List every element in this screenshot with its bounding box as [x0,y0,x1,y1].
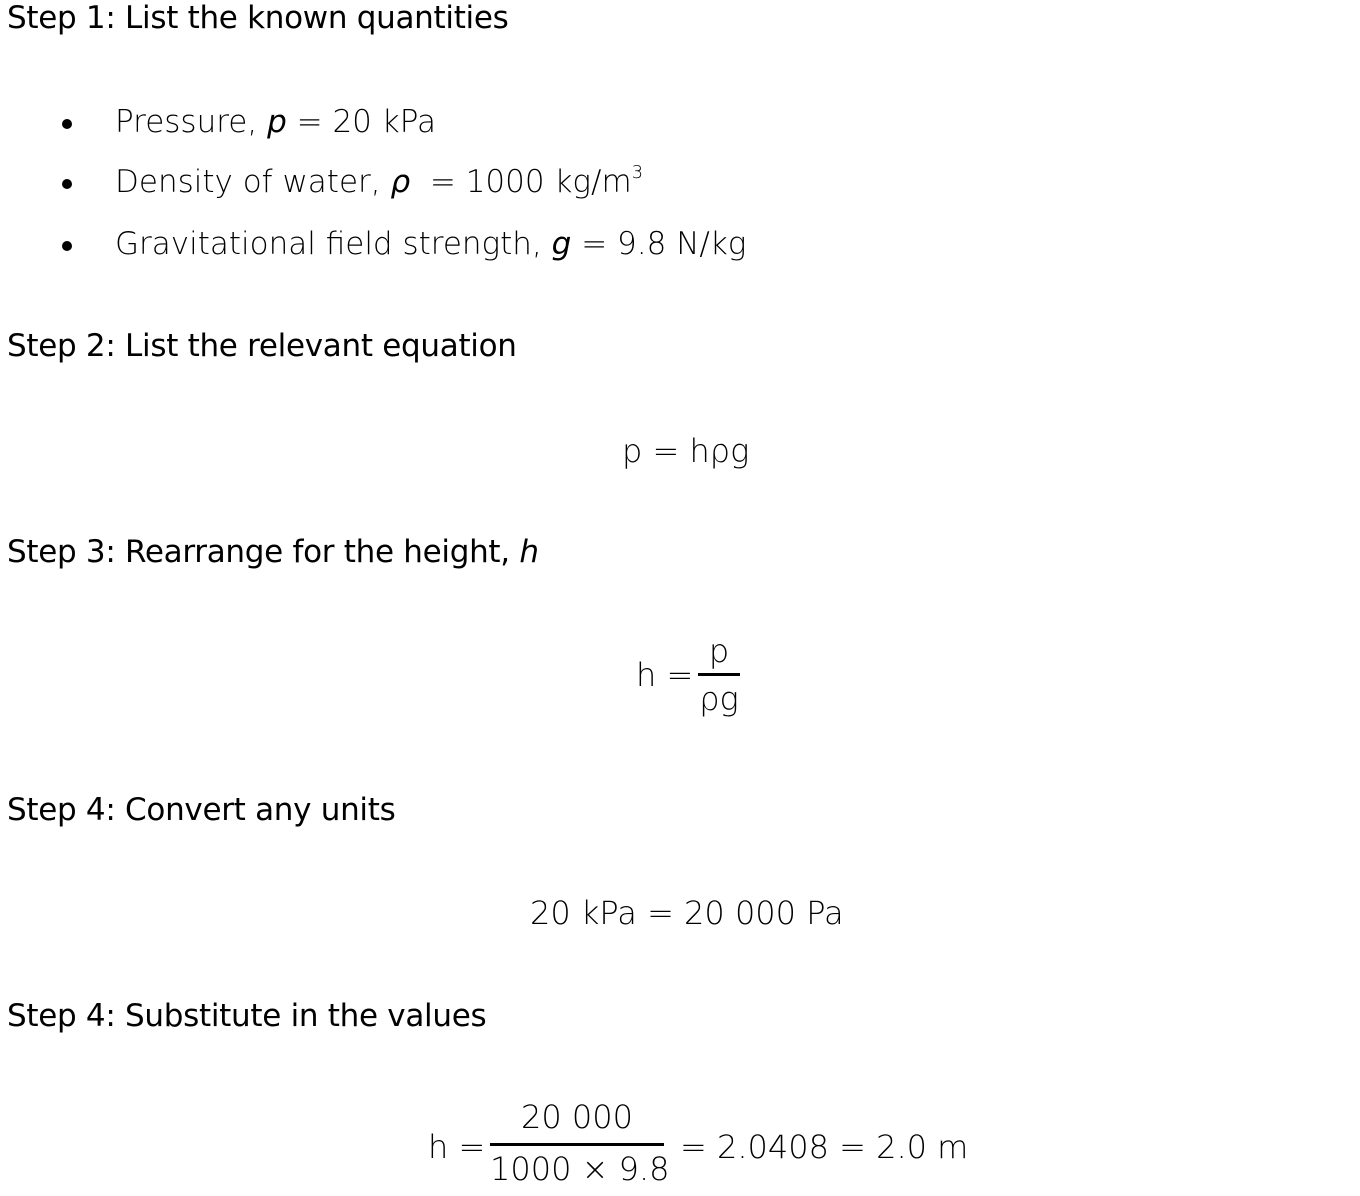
quantity-value: = 1000 kg/m [410,164,632,200]
unit-conversion: 20 kPa = 20 000 Pa [530,894,844,932]
step-4-heading: Step 4: Convert any units [7,792,396,828]
equation-lhs: h = [428,1128,486,1166]
quantity-label: Gravitational field strength, [115,226,552,262]
fraction-denominator: ρg [699,680,739,718]
step-2-heading: Step 2: List the relevant equation [7,328,517,364]
quantity-symbol: g [551,226,572,262]
relevant-equation: p = hρg [622,432,750,470]
equation-result: = 2.0408 = 2.0 m [680,1128,969,1166]
equation-lhs: h = [636,656,694,694]
quantity-value: = 20 kPa [286,104,437,140]
quantity-label: Pressure, [115,104,268,140]
step-3-heading [7,534,539,570]
quantity-symbol: ρ [390,164,411,200]
height-variable: h [519,534,539,570]
bullet-icon [62,179,72,189]
bullet-icon [62,241,72,251]
step-5-heading: Step 4: Substitute in the values [7,998,487,1034]
fraction [698,632,740,722]
quantity-unit-exponent: 3 [631,162,644,183]
fraction-numerator: 20 000 [521,1098,633,1136]
step-1-heading: Step 1: List the known quantities [7,0,509,36]
quantity-label: Density of water, [115,164,391,200]
fraction [490,1098,670,1196]
fraction-bar [698,673,740,676]
fraction-numerator: p [708,632,730,670]
quantity-value: = 9.8 N/kg [571,226,747,262]
step-3-heading-text: Step 3: Rearrange for the height, [7,534,520,570]
fraction-denominator: 1000 × 9.8 [490,1150,670,1188]
quantity-symbol: p [267,104,287,140]
fraction-bar [490,1143,664,1146]
bullet-icon [62,119,72,129]
